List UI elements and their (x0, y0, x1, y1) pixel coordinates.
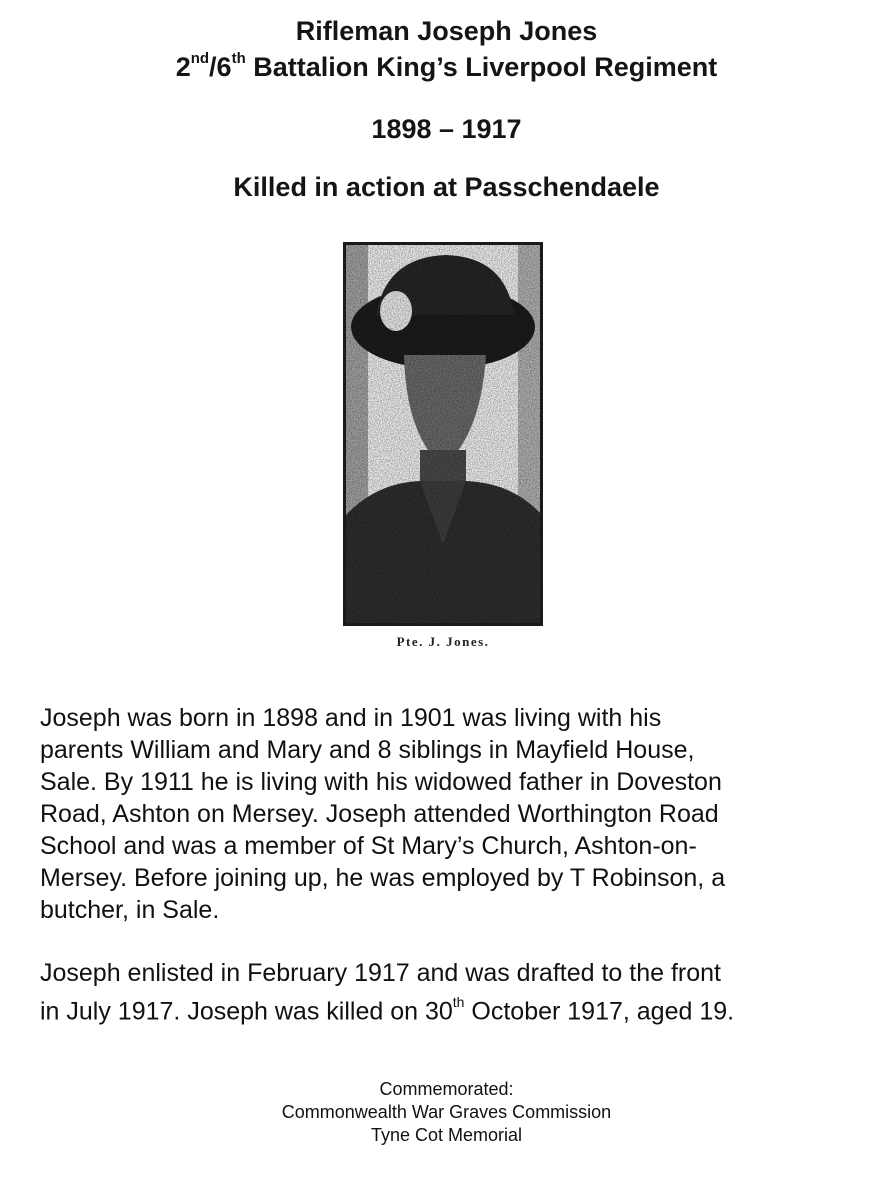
battalion-title (0, 52, 893, 83)
commemoration-memorial: Tyne Cot Memorial (370, 1125, 523, 1145)
paragraph-line (40, 989, 840, 1027)
battalion-suffix-th: th (231, 50, 246, 67)
paragraph-line: parents William and Mary and 8 siblings in Mayfield House, (40, 736, 695, 764)
commemorated-label: Commemorated: (379, 1079, 514, 1099)
commemoration-cwgc: Commonwealth War Graves Commission (281, 1102, 612, 1122)
biography-paragraph (40, 702, 840, 926)
regiment-name: Battalion King’s Liverpool Regiment (245, 52, 718, 82)
death-text-end: October 1917, aged 19. (464, 997, 735, 1026)
life-years: 1898 – 1917 (371, 114, 522, 144)
battalion-suffix-nd: nd (190, 50, 210, 67)
battalion-number-6: /6 (209, 52, 232, 82)
service-paragraph (40, 957, 840, 1027)
killed-in-action-heading: Killed in action at Passchendaele (233, 172, 660, 202)
paragraph-line: Sale. By 1911 he is living with his widowed father in Doveston (40, 768, 722, 796)
death-text-start: in July 1917. Joseph was killed on 30 (40, 997, 453, 1026)
paragraph-line: School and was a member of St Mary’s Church, Ashton-on- (40, 832, 697, 860)
photo-caption: Pte. J. Jones. (396, 634, 490, 649)
soldier-portrait-photo (343, 242, 543, 626)
paragraph-line: Road, Ashton on Mersey. Joseph attended Worthington Road (40, 800, 719, 828)
paragraph-line: Joseph was born in 1898 and in 1901 was living with his (40, 704, 662, 732)
date-suffix: th (452, 994, 465, 1010)
paragraph-line: Joseph enlisted in February 1917 and was drafted to the front (40, 959, 721, 987)
paragraph-line: butcher, in Sale. (40, 896, 220, 924)
battalion-number-2: 2 (175, 52, 191, 82)
soldier-name-title: Rifleman Joseph Jones (295, 16, 598, 46)
paragraph-line: Mersey. Before joining up, he was employed by T Robinson, a (40, 864, 726, 892)
